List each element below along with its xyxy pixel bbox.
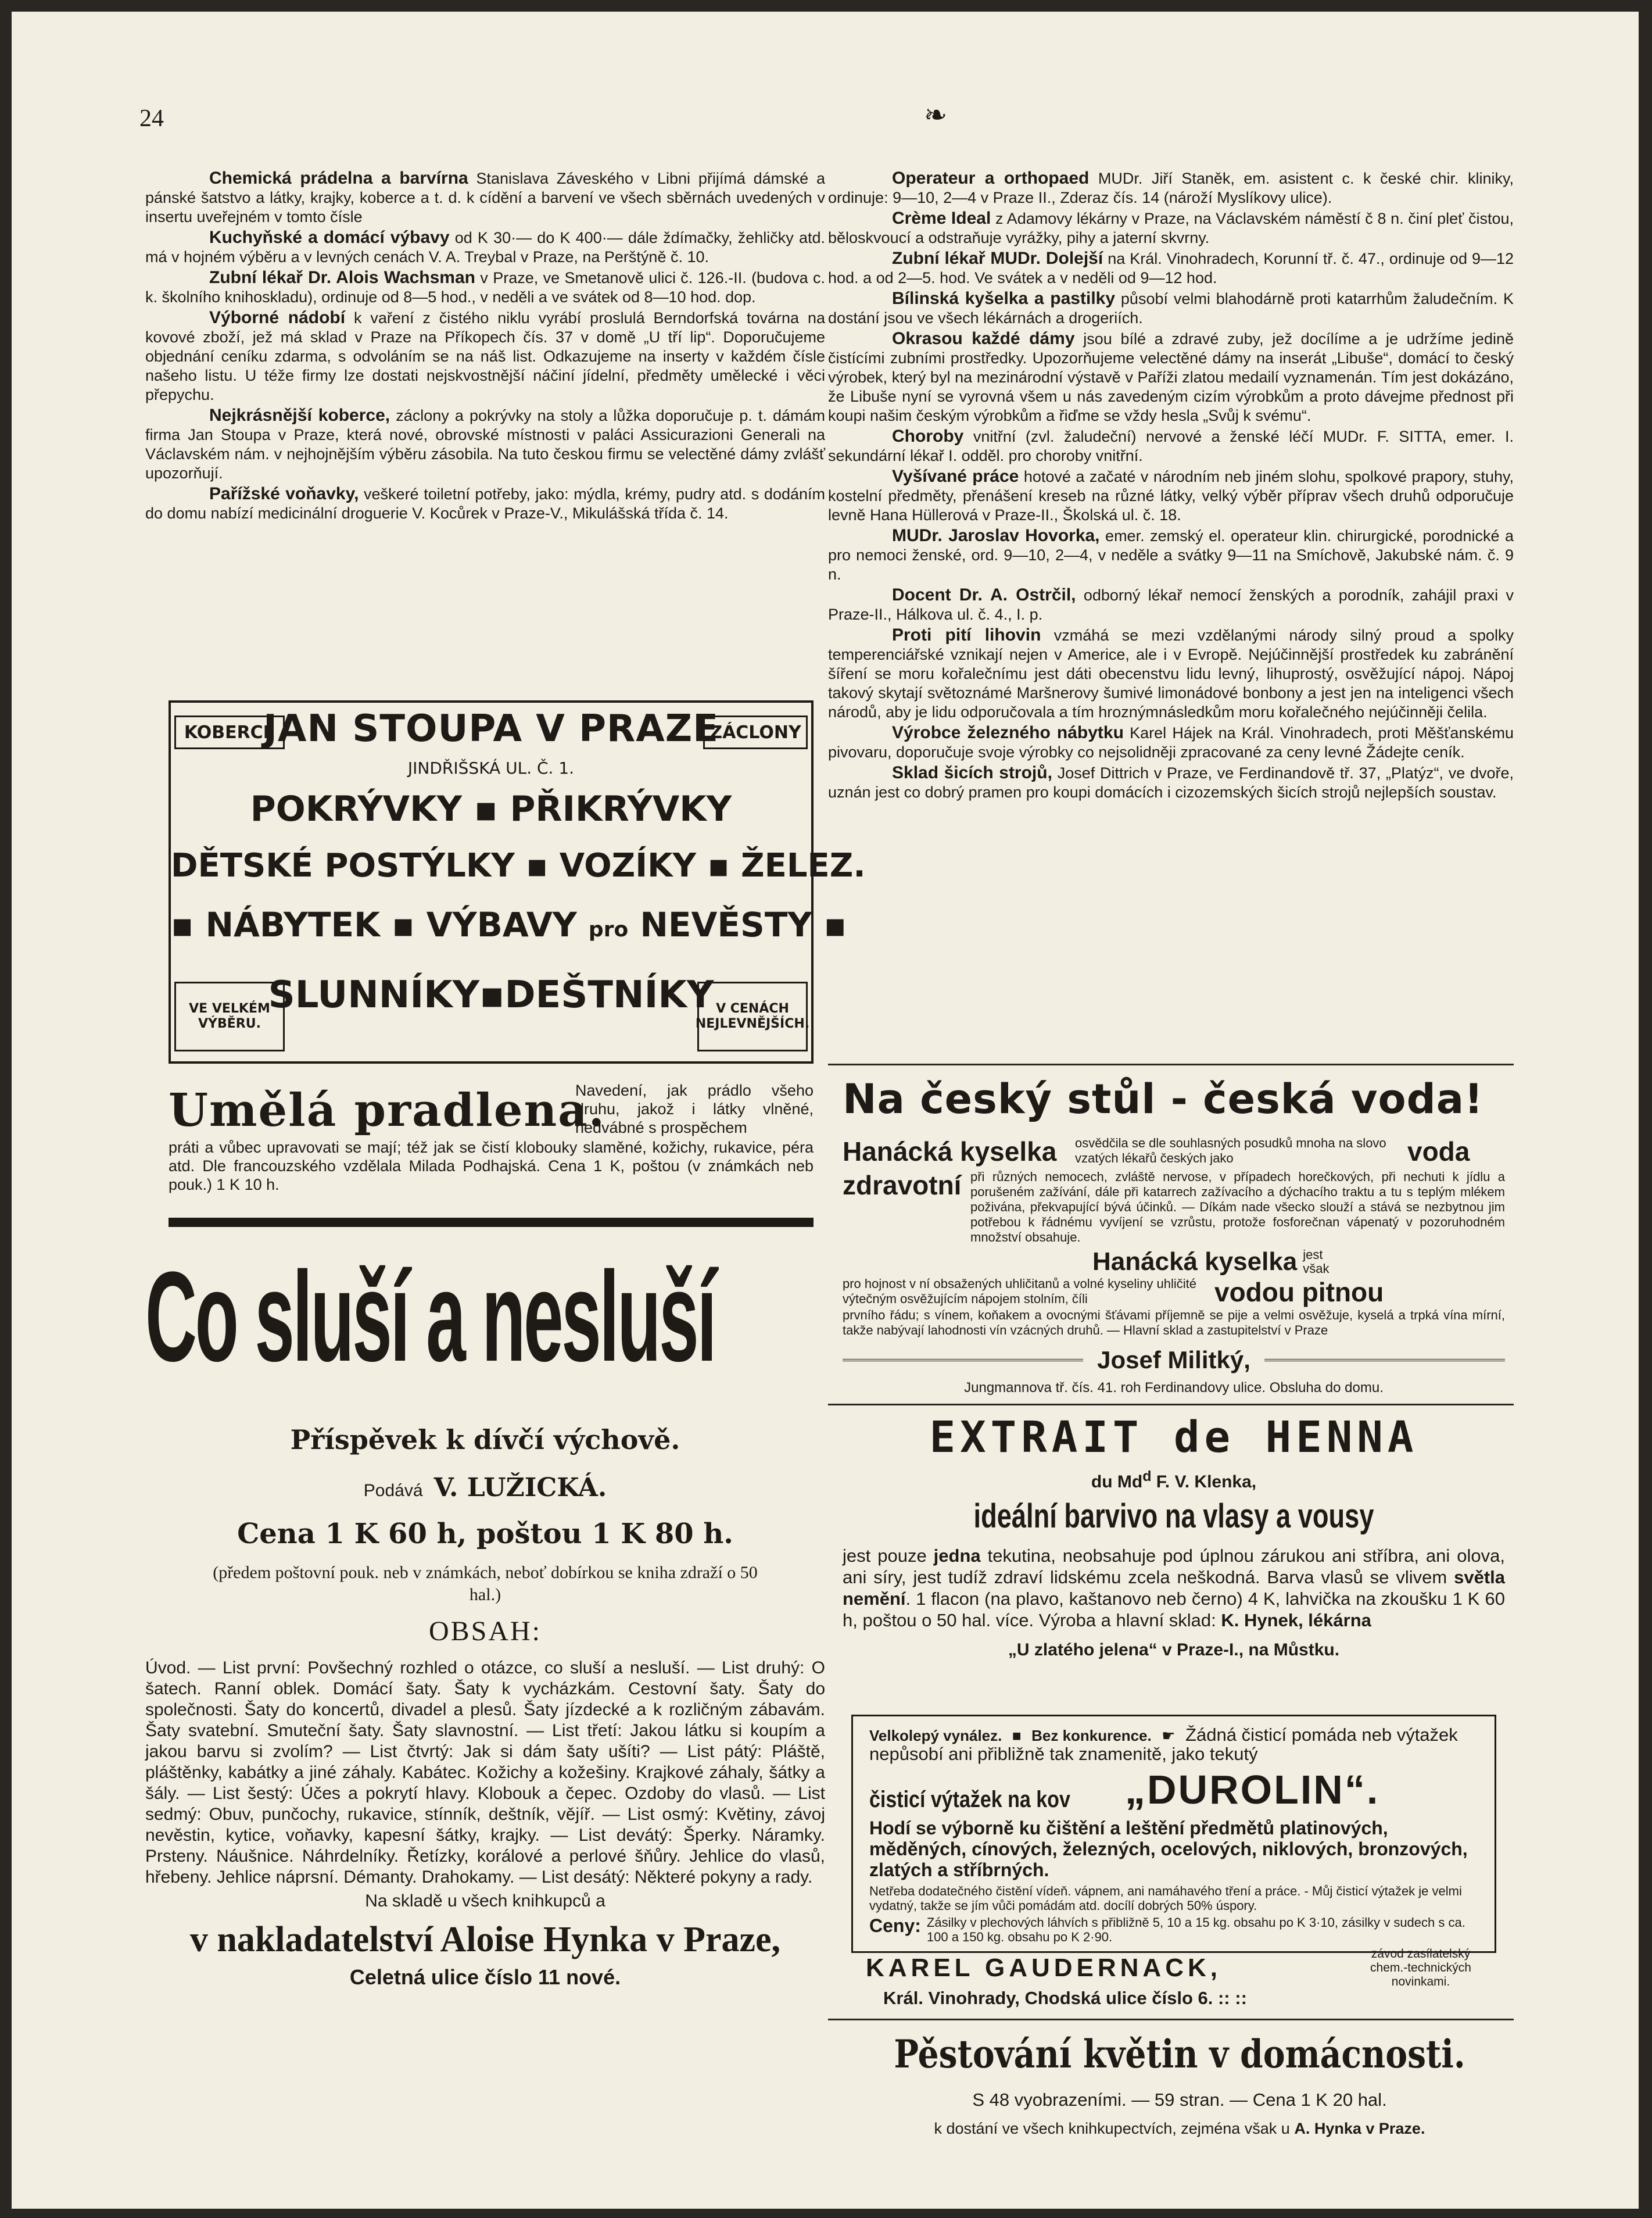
durolin-intro: Žádná čisticí pomáda neb výtažek nepůsobí ani přibližně tak znamenitě, jako tekutý bbox=[869, 1725, 1458, 1764]
co-slusi-book-ad bbox=[145, 1245, 825, 2168]
thick-rule bbox=[169, 1218, 814, 1227]
notice-lead: Chemická prádelna a barvírna bbox=[209, 169, 468, 188]
notice-text: v Praze, ve Smetanově ulici č. 126.-II. (budova c. k. školního knihoskladu), ordinuje od 8—5 hod., v neděli a ve svátek od 8—10 hod. dop. bbox=[145, 269, 826, 306]
left-notices bbox=[145, 169, 825, 524]
henna-body-b: jedna bbox=[933, 1546, 981, 1566]
voda-body-3: prvního řádu; s vínem, koňakem a ovocnými šťávami příjemně se pije a velmi osvěžuje, kyselá a trpká vína mírní, takže nabývají lahodnosti vín vzácných druhů. — Hlavní sklad a zastupitelství v Praze bbox=[843, 1308, 1505, 1337]
newspaper-page bbox=[12, 12, 1639, 2209]
notice-paragraph bbox=[828, 209, 1514, 248]
stoupa-address: JINDŘIŠSKÁ UL. Č. 1. bbox=[407, 759, 575, 778]
notice-lead: Choroby bbox=[892, 427, 964, 446]
right-rule-3 bbox=[828, 2019, 1514, 2020]
stoupa-tag-right: ZÁCLONY bbox=[703, 716, 808, 749]
voda-brand-2: zdravotní bbox=[843, 1170, 962, 1200]
durolin-note: Netřeba dodatečného čistění vídeň. vápnem, ani namáhavého tření a práce. - Můj čisticí výtažek je velmi vydatný, takže se jím vůči pomádám atd. docílí dobrých 50% úspory. bbox=[869, 1884, 1462, 1913]
book-by-prefix: Podává bbox=[363, 1481, 423, 1500]
voda-rule-left bbox=[843, 1359, 1083, 1361]
stoupa-bottom-right: V CENÁCH NEJLEVNĚJŠÍCH. bbox=[697, 982, 808, 1051]
book-publisher: v nakladatelství Aloise Hynka v Praze, bbox=[189, 1920, 781, 1959]
henna-by: du Md bbox=[1091, 1472, 1143, 1491]
notice-text: MUDr. Jiří Staněk, em. asistent c. k české chir. kliniky, ordinuje: 9—10, 2—4 v Praze II., Zderaz čís. 14 (nároží Myslíkovy ulice). bbox=[828, 170, 1514, 206]
henna-by-name: F. V. Klenka, bbox=[1151, 1472, 1257, 1491]
stoupa-line-3b: pro bbox=[588, 918, 629, 942]
notice-text: Karel Hájek na Král. Vinohradech, proti Měšťanskému pivovaru, doporučuje svoje výrobky co nejsolidněji zpracované za ceny levné Žádejte ceník. bbox=[828, 724, 1514, 761]
notice-paragraph bbox=[828, 289, 1514, 328]
notice-text: vnitřní (zvl. žaludeční) nervové a ženské léčí MUDr. F. SITTA, emer. I. sekundární lékař I. odděl. pro choroby vnitřní. bbox=[828, 428, 1514, 464]
stoupa-line-1: POKRÝVKY ▪ PŘIKRÝVKY bbox=[250, 789, 732, 829]
notice-lead: MUDr. Jaroslav Hovorka, bbox=[892, 526, 1100, 545]
voda-rule-right bbox=[1264, 1359, 1505, 1361]
notice-text: jsou bílé a zdravé zuby, jež docílíme a je udržíme jedině čistícími zubními prostředky. Upozorňujeme velectěné dámy na inserát „Libuše“, domácí to český výrobek, který byl na mezinárodní výstavě v Paříži zlatou medailí vyznamenán. Tím jest dokázáno, že Libuše nyní se vyrovná všem u nás zavedeným cizím výrobkům a proto dávejme přednost při koupi našim českým výrobkům a řiďme se vždy hesla „Svůj k svému“. bbox=[828, 330, 1514, 424]
voda-jest: jest však bbox=[1303, 1247, 1330, 1276]
notice-paragraph bbox=[828, 526, 1514, 584]
durolin-address: Král. Vinohrady, Chodská ulice číslo 6. :: :: bbox=[883, 1988, 1247, 2008]
henna-body-f: K. Hynek, lékárna bbox=[1221, 1610, 1371, 1630]
voda-pitnou: vodou pitnou bbox=[1214, 1277, 1384, 1307]
notice-paragraph bbox=[145, 308, 825, 405]
notice-paragraph bbox=[828, 169, 1514, 208]
notice-lead: Zubní lékař Dr. Alois Wachsman bbox=[209, 268, 475, 287]
umela-side-text: Navedení, jak prádlo všeho druhu, jakož i látky vlněné, hedvábné s prospěchem bbox=[575, 1082, 814, 1136]
notice-text: záclony a pokrývky na stoly a lůžka doporučuje p. t. dámám firma Jan Stoupa v Praze, která nové, obrovské místnosti v paláci Assicurazioni Generali na Václavském nám. v nejhojnějším výběru zásobila. Na tuto českou firmu se velectěné dámy zvlášť upozorňují. bbox=[145, 407, 825, 482]
book-note: (předem poštovní pouk. neb v známkách, neboť dobírkou se kniha zdraží o 50 hal.) bbox=[213, 1563, 758, 1604]
book-price: Cena 1 K 60 h, poštou 1 K 80 h. bbox=[237, 1518, 733, 1550]
pointing-hand-icon: ☛ bbox=[1162, 1727, 1176, 1744]
notice-text: veškeré toiletní potřeby, jako: mýdla, krémy, pudry atd. s dodáním do domu nabízí medicinální droguerie V. Kocůrek v Praze-V., Mikulášská třída č. 14. bbox=[145, 485, 826, 522]
umela-body: práti a vůbec upravovati se mají; též jak se čistí klobouky slaměné, kožichy, rukavice, péra atd. Dle francouzského vzdělala Milada Podhajská. Cena 1 K, poštou (v známkách neb pouk.) 1 K 10 h. bbox=[169, 1139, 814, 1193]
durolin-company-block bbox=[866, 1947, 1488, 1989]
pestovani-details: S 48 vyobrazeními. — 59 stran. — Cena 1 K 20 hal. bbox=[972, 2090, 1387, 2110]
notice-lead: Crème Ideal bbox=[892, 209, 991, 228]
stoupa-name: JAN STOUPA V PRAZE bbox=[263, 707, 719, 750]
voda-body-1: při různých nemocech, zvláště nervose, v případech horečkových, při nechuti k jídlu a porušeném zažívání, dále při katarrech zažívacího a dýchacího traktu a tu s teplým mlékem poživána, překvapující bývá účinků. — Díkám nade všecko slouží a stává se nezbytnou jim potřebou k řádnému vyvíjení se vzrůstu, protože fosforečnan vápenatý v pozoruhodném množství obsahuje. bbox=[970, 1169, 1505, 1244]
notice-text: emer. zemský el. operateur klin. chirurgické, porodnické a pro nemoci ženské, ord. 9—10, 2—4, v neděle a svátky 9—11 na Smíchově, Jakubské nám. č. 9 n. bbox=[828, 527, 1514, 583]
durolin-body: Hodí se výborně ku čištění a leštění předmětů platinových, měděných, cínových, železných, ocelových, niklových, bronzových, zlatých a stříbrných. bbox=[869, 1818, 1468, 1880]
stoupa-line-3 bbox=[171, 905, 847, 945]
notice-paragraph bbox=[828, 723, 1514, 762]
right-rule-2 bbox=[828, 1404, 1514, 1405]
notice-text: odborný lékař nemocí ženských a porodník, zahájil praxi v Praze-II., Hálkova ul. č. 4., I. p. bbox=[828, 586, 1514, 623]
henna-by-sup: d bbox=[1142, 1468, 1152, 1484]
henna-body-c: tekutina, neobsahuje pod úplnou zárukou ani stříbra, ani olova, ani síry, jest tudíž zdraví lidskému zcela neškodná. Barva vlasů se vlivem bbox=[843, 1546, 1505, 1587]
notice-lead: Proti pití lihovin bbox=[892, 625, 1041, 645]
notice-lead: Docent Dr. A. Ostrčil, bbox=[892, 585, 1076, 604]
book-author: V. LUŽICKÁ. bbox=[433, 1473, 607, 1502]
henna-body-a: jest pouze bbox=[843, 1546, 934, 1566]
notice-text: od K 30·— do K 400·— dále ždímačky, žehličky atd. má v hojném výběru a v levných cenách V. A. Treybal v Praze, na Perštýně č. 10. bbox=[145, 229, 826, 266]
durolin-company-note: závod zasílatelský chem.-technických novinkami. bbox=[1370, 1947, 1471, 1988]
notice-paragraph bbox=[828, 329, 1514, 425]
henna-title: EXTRAIT de HENNA bbox=[929, 1412, 1418, 1462]
book-publisher-address: Celetná ulice číslo 11 nové. bbox=[349, 1965, 621, 1989]
notice-paragraph bbox=[828, 625, 1514, 722]
notice-paragraph bbox=[828, 427, 1514, 466]
book-stock-line: Na skladě u všech knihkupců a bbox=[365, 1891, 605, 1911]
pestovani-title: Pěstování květin v domácnosti. bbox=[894, 2031, 1465, 2077]
notice-lead: Pařížské voňavky, bbox=[209, 484, 359, 503]
henna-body-d: světla nemění bbox=[843, 1567, 1505, 1609]
umela-pradlena-ad bbox=[169, 1081, 814, 1194]
notice-lead: Okrasou každé dámy bbox=[892, 329, 1075, 348]
square-bullet-icon: ■ bbox=[1012, 1727, 1022, 1744]
durolin-prices-label: Ceny: bbox=[869, 1915, 921, 1936]
henna-by-line bbox=[843, 1468, 1505, 1492]
stoupa-bottom-left: VE VELKÉM VÝBĚRU. bbox=[174, 982, 285, 1051]
durolin-company: KAREL GAUDERNACK, bbox=[866, 1954, 1221, 1982]
hanacka-kyselka-ad bbox=[843, 1075, 1505, 1396]
book-title: Co sluší a nesluší bbox=[145, 1245, 715, 1388]
durolin-product-prefix: čisticí výtažek na kov bbox=[869, 1787, 1070, 1812]
notice-lead: Sklad šicích strojů, bbox=[892, 763, 1052, 782]
henna-body bbox=[843, 1545, 1505, 1631]
voda-address: Jungmannova tř. čís. 41. roh Ferdinandovy ulice. Obsluha do domu. bbox=[964, 1380, 1384, 1396]
notice-lead: Zubní lékař MUDr. Dolejší bbox=[892, 249, 1103, 268]
pestovani-footer bbox=[843, 2120, 1517, 2138]
voda-word: voda bbox=[1407, 1136, 1470, 1167]
notice-paragraph bbox=[145, 228, 825, 267]
notice-lead: Nejkrásnější koberce, bbox=[209, 406, 390, 425]
voda-brand: Hanácká kyselka bbox=[843, 1136, 1057, 1167]
notice-text: z Adamovy lékárny v Praze, na Václavském náměstí č 8 n. činí pleť čistou, běloskvoucí a odstraňuje vyrážky, pihy a jaterní skvrny. bbox=[828, 210, 1514, 246]
henna-footer: „U zlatého jelena“ v Praze-I., na Můstku. bbox=[1008, 1640, 1340, 1659]
pestovani-footer-b: A. Hynka v Praze. bbox=[1294, 2120, 1425, 2137]
durolin-product: „DUROLIN“. bbox=[1125, 1767, 1380, 1812]
voda-merchant: Josef Militký, bbox=[1097, 1346, 1250, 1373]
notice-text: hotové a začaté v národním neb jiném slohu, spolkové prapory, stuhy, kostelní předměty, přenášení kreseb na různé látky, velký výběr příprav všech druhů odporučuje levně Hana Hüllerová v Praze-II., Školská ul. č. 18. bbox=[828, 468, 1514, 524]
durolin-ad bbox=[851, 1715, 1496, 1953]
stoupa-bottom-center: SLUNNÍKY▪DEŠTNÍKY bbox=[268, 974, 714, 1017]
notice-paragraph bbox=[145, 406, 825, 483]
book-subtitle: Příspěvek k dívčí výchově. bbox=[290, 1424, 680, 1455]
notice-lead: Vyšívané práce bbox=[892, 467, 1019, 486]
durolin-tag-1: Velkolepý vynález. bbox=[869, 1727, 1002, 1744]
stoupa-line-3a: ▪ NÁBYTEK ▪ VÝBAVY bbox=[171, 905, 589, 945]
notice-paragraph bbox=[828, 467, 1514, 525]
voda-body-2: pro hojnost v ní obsažených uhličitanů a volné kyseliny uhličité výtečným osvěžujícím nápojem stolním, číli bbox=[843, 1276, 1197, 1306]
voda-intro: osvědčila se dle souhlasných posudků mnoha na slovo vzatých lékařů českých jako bbox=[1075, 1136, 1386, 1165]
henna-body-e: . 1 flacon (na plavo, kaštanovo neb černo) 4 K, lahvička na zkoušku 1 K 60 h, poštou o 50 hal. více. Výroba a hlavní sklad: bbox=[843, 1589, 1505, 1630]
stoupa-line-2: DĚTSKÉ POSTÝLKY ▪ VOZÍKY ▪ ŽELEZ. bbox=[171, 847, 866, 885]
page-number: 24 bbox=[139, 105, 164, 132]
notice-text: na Král. Vinohradech, Korunní tř. č. 47., ordinuje od 9—12 hod. a od 2—5. hod. Ve svátek a v neděli od 9—12 hod. bbox=[828, 250, 1514, 287]
stoupa-line-3c: NEVĚSTY ▪ bbox=[628, 905, 847, 945]
notice-text: vzmáhá se mezi vzdělanými národy silný proud a spolky temperenciářské vznikají nejen v Americe, ale i v Evropě. Nejúčinnější prostředek ku zabránění šíření se moru kořalečnímu jest dáti obecenstvu lidu levný, lihuprostý, osvěžující nápoj. Nápoj takový skytají světoznámé Maršnerovy šumivé limonádové bonbony a jest jen na inteligenci všech národů, aby je lidu odporučovala a tím hroznýmnásledkům moru kořalečného nejúčinněji čelila. bbox=[828, 627, 1514, 721]
notice-lead: Výrobce železného nábytku bbox=[892, 723, 1124, 742]
notice-text: k vaření z čistého niklu vyrábí proslulá Berndorfská továrna na kovové zboží, jež má sklad v Praze na Příkopech čís. 37 v domě „U tří lip“. Doporučujeme objednání ceníku zdarma, s odvoláním se na náš list. Odkazujeme na inserty v každém čísle našeho listu. U téže firmy lze dostati nejskvostnější náčiní jídelní, předměty umělecké i věci přepychu. bbox=[145, 309, 826, 403]
book-contents: Úvod. — List první: Povšechný rozhled o otázce, co sluší a nesluší. — List druhý: O šatech. Ranní oblek. Domácí šaty. Šaty k vycházkám. Cestovní šaty. Šaty do společnosti. Šaty do koncertů, divadel a plesů. Šaty jízdecké a k rozličným zábavám. Šaty svatební. Smuteční šaty. Šaty slavnostní. — List třetí: Jakou látku si koupím a jakou barvu si zvolím? — List čtvrtý: Jak si dám šaty ušíti? — List pátý: Pláště, pláštěnky, kabátky a jiné záhaly. Kabátec. Kožichy a kožešiny. Krajkové záhaly, šátky a šály. — List šestý: Účes a pokrytí hlavy. Klobouk a čepec. Ozdoby do vlasů. — List sedmý: Obuv, punčochy, rukavice, stínník, deštník, vějíř. — List osmý: Květiny, závoj nevěstin, kytice, voňavky, kapesní šátky, krajky. — List devátý: Šperky. Náramky. Prsteny. Náušnice. Náhrdelníky. Řetízky, korálové a perlové šňůry. Jehlice do vlasů, hřebeny. Jehlice náprsní. Démanty. Drahokamy. — List desátý: Některé pokyny a rady. bbox=[145, 1658, 825, 1887]
notice-paragraph bbox=[145, 169, 825, 227]
notice-paragraph bbox=[828, 249, 1514, 288]
notice-lead: Operateur a orthopaed bbox=[892, 169, 1090, 188]
notice-lead: Bílinská kyšelka a pastilky bbox=[892, 289, 1116, 308]
notice-paragraph bbox=[145, 484, 825, 523]
pestovani-footer-a: k dostání ve všech knihkupectvích, zejména však u bbox=[934, 2120, 1295, 2137]
notice-paragraph bbox=[828, 763, 1514, 802]
right-notices bbox=[828, 169, 1514, 803]
notice-lead: Výborné nádobí bbox=[209, 308, 346, 327]
ornament-icon: ❧ bbox=[924, 99, 948, 131]
durolin-tag-2: Bez konkurence. bbox=[1031, 1727, 1152, 1744]
extrait-de-henna-ad bbox=[843, 1412, 1505, 1660]
notice-paragraph bbox=[145, 268, 825, 307]
voda-headline: Na český stůl - česká voda! bbox=[843, 1075, 1483, 1123]
stoupa-advertisement bbox=[169, 700, 866, 1064]
voda-brand-3: Hanácká kyselka bbox=[1092, 1247, 1298, 1276]
notice-paragraph bbox=[828, 585, 1514, 624]
right-rule bbox=[828, 1064, 1514, 1065]
notice-text: Stanislava Záveského v Libni přijímá dámské a pánské šatstvo a látky, krajky, koberce a t. d. k cídění a barvení ve všech sběrnách uvedených v insertu uveřejném v tomto čísle bbox=[145, 170, 825, 226]
notice-text: působí velmi blahodárně proti katarrhům žaludečním. K dostání jsou ve všech lékárnách a drogeriích. bbox=[828, 290, 1514, 327]
stoupa-tag-left: KOBERCE bbox=[174, 716, 285, 749]
umela-title: Umělá pradlena. bbox=[169, 1084, 605, 1137]
henna-tagline: ideální barvivo na vlasy a vousy bbox=[973, 1497, 1374, 1535]
durolin-prices: Zásilky v plechových láhvích s přibližně 5, 10 a 15 kg. obsahu po K 3·10, zásilky v sudech s ca. 100 a 150 kg. obsahu po K 2·90. bbox=[926, 1915, 1465, 1944]
notice-lead: Kuchyňské a domácí výbavy bbox=[209, 228, 450, 247]
pestovani-kvetin-ad bbox=[843, 2031, 1517, 2138]
notice-text: Josef Dittrich v Praze, ve Ferdinandově tř. 37, „Platýz“, ve dvoře, uznán jest co dobrý pramen pro koupi domácích i cizozemských šicích strojů nejlepších soustav. bbox=[828, 764, 1514, 801]
book-contents-heading: OBSAH: bbox=[428, 1616, 542, 1647]
